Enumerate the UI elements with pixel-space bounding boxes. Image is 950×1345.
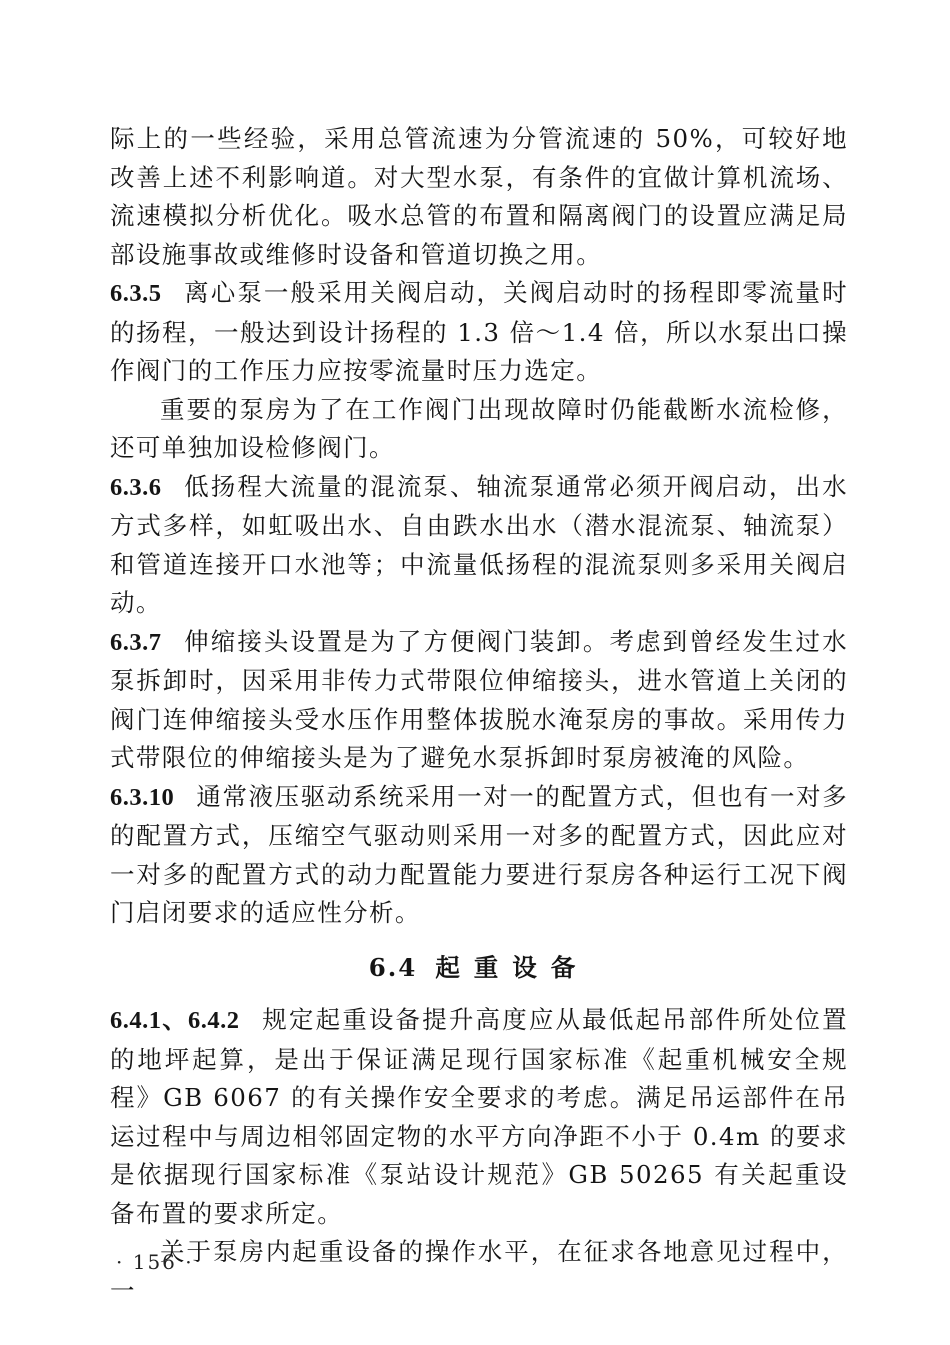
clause-6-3-7 [110, 623, 848, 778]
section-title: 起重设备 [435, 952, 590, 982]
page-number: · 156 · [116, 1250, 194, 1274]
clause-6-3-6 [110, 468, 848, 623]
clause-number: 6.3.10 [110, 783, 175, 811]
clause-number: 6.3.5 [110, 280, 162, 307]
clause-text: 通常液压驱动系统采用一对一的配置方式，但也有一对多的配置方式，压缩空气驱动则采用一对多的配置方式，因此应对一对多的配置方式的动力配置能力要进行泵房各种运行工况下阀门启闭要求的适应性分析。 [110, 781, 848, 927]
clause-number: 6.4.1、6.4.2 [110, 1007, 240, 1034]
clause-text: 规定起重设备提升高度应从最低起吊部件所处位置的地坪起算，是出于保证满足现行国家标准《起重机械安全规程》GB 6067 的有关操作安全要求的考虑。满足吊运部件在吊运过程中与周边相邻固定物的水平方向净距不小于 0.4m 的要求是依据现行国家标准《泵站设计规范》GB 50265 有关起重设备布置的要求所定。 [110, 1005, 848, 1228]
section-number: 6.4 [368, 952, 418, 982]
clause-number: 6.3.7 [110, 628, 162, 656]
clause-6-4-1-6-4-2 [110, 1001, 848, 1233]
paragraph-continued: 际上的一些经验，采用总管流速为分管流速的 50%，可较好地改善上述不利影响道。对大型水泵，有条件的宜做计算机流场、流速模拟分析优化。吸水总管的布置和隔离阀门的设置应满足局部设施事故或维修时设备和管道切换之用。 [110, 124, 848, 269]
clause-text: 离心泵一般采用关阀启动，关阀启动时的扬程即零流量时的扬程，一般达到设计扬程的 1.3 倍～1.4 倍，所以水泵出口操作阀门的工作压力应按零流量时压力选定。 [110, 278, 848, 385]
clause-text: 低扬程大流量的混流泵、轴流泵通常必须开阀启动，出水方式多样，如虹吸出水、自由跌水出水（潜水混流泵、轴流泵）和管道连接开口水池等；中流量低扬程的混流泵则多采用关阀启动。 [110, 471, 848, 617]
clause-text: 伸缩接头设置是为了方便阀门装卸。考虑到曾经发生过水泵拆卸时，因采用非传力式带限位伸缩接头，进水管道上关闭的阀门连伸缩接头受水压作用整体拔脱水淹泵房的事故。采用传力式带限位的伸缩接头是为了避免水泵拆卸时泵房被淹的风险。 [110, 626, 848, 772]
clause-6-3-10 [110, 778, 848, 933]
clause-6-3-5 [110, 274, 848, 391]
body-text [110, 120, 848, 1310]
clause-number: 6.3.6 [110, 473, 162, 501]
paragraph-indented: 重要的泵房为了在工作阀门出现故障时仍能截断水流检修，还可单独加设检修阀门。 [110, 394, 848, 462]
section-heading [110, 949, 848, 988]
paragraph-indented: 关于泵房内起重设备的操作水平，在征求各地意见过程中，一 [110, 1237, 848, 1305]
